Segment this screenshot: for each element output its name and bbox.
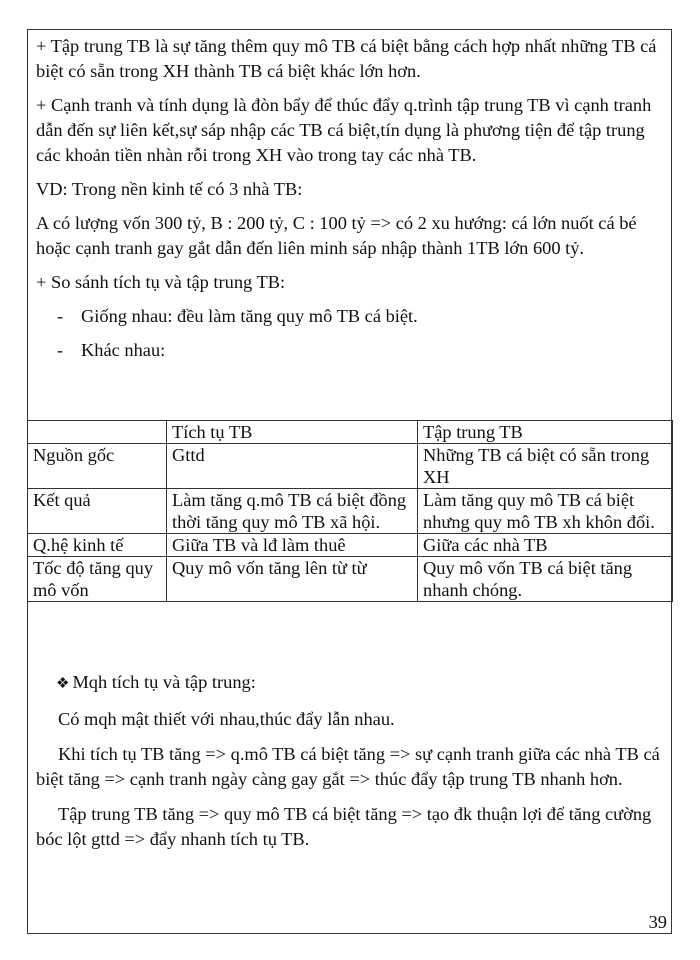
table-cell: Nguồn gốc	[28, 444, 167, 489]
page-number: 39	[648, 912, 667, 932]
table-cell: Gttd	[167, 444, 418, 489]
dash-item-similar: - Giống nhau: đều làm tăng quy mô TB cá biệt.	[57, 304, 664, 329]
table-row	[28, 557, 673, 602]
relationship-heading: ❖ Mqh tích tụ và tập trung:	[56, 672, 256, 692]
dash-bullet-icon: -	[57, 306, 64, 326]
table-cell: Tốc độ tăng quy mô vốn	[28, 557, 167, 602]
paragraph-competition-credit: + Cạnh tranh và tính dụng là đòn bẩy để thúc đẩy q.trình tập trung TB vì cạnh tranh dẫn đến sự liên kết,sự sáp nhập các TB cá biệt,tín dụng là phương tiện để tập trung các khoản tiền nhàn rỗi trong XH vào trong tay các nhà TB.	[36, 95, 652, 165]
table-row	[28, 489, 673, 534]
paragraph-accumulation-effect: Khi tích tụ TB tăng => q.mô TB cá biệt tăng => sự cạnh tranh giữa các nhà TB cá biệt tăng => cạnh tranh ngày càng gay gắt => thúc đẩy tập trung TB nhanh hơn.	[36, 744, 660, 789]
table-row	[28, 444, 673, 489]
table-cell: Q.hệ kinh tế	[28, 534, 167, 557]
paragraph-definition: + Tập trung TB là sự tăng thêm quy mô TB cá biệt bằng cách hợp nhất những TB cá biệt có sẵn trong XH thành TB cá biệt khác lớn hơn.	[36, 36, 657, 81]
table-header-cell: Tập trung TB	[418, 421, 673, 444]
paragraph-relationship: Có mqh mật thiết với nhau,thúc đẩy lẫn nhau.	[58, 709, 395, 729]
table-cell: Quy mô vốn TB cá biệt tăng nhanh chóng.	[418, 557, 673, 602]
bottom-text-block	[36, 670, 664, 862]
table-cell: Quy mô vốn tăng lên từ từ	[167, 557, 418, 602]
comparison-table	[27, 420, 673, 602]
table-cell: Những TB cá biệt có sẵn trong XH	[418, 444, 673, 489]
table-cell: Giữa TB và lđ làm thuê	[167, 534, 418, 557]
diamond-bullet-icon: ❖	[56, 676, 70, 692]
table-cell: Làm tăng q.mô TB cá biệt đồng thời tăng quy mô TB xã hội.	[167, 489, 418, 534]
page-frame	[27, 29, 672, 934]
table-header-row	[28, 421, 673, 444]
top-text-block	[36, 34, 664, 372]
table-row	[28, 534, 673, 557]
paragraph-example-intro: VD: Trong nền kinh tế có 3 nhà TB:	[36, 179, 303, 199]
dash-bullet-icon: -	[57, 340, 64, 360]
table-header-cell	[28, 421, 167, 444]
paragraph-example-detail: A có lượng vốn 300 tỷ, B : 200 tỷ, C : 100 tỷ => có 2 xu hướng: cá lớn nuốt cá bé hoặc cạnh tranh gay gắt dẫn đến liên minh sáp nhập thành 1TB lớn 600 tỷ.	[36, 213, 637, 258]
table-header-cell: Tích tụ TB	[167, 421, 418, 444]
dash-item-different: - Khác nhau:	[57, 338, 664, 363]
table-cell: Kết quả	[28, 489, 167, 534]
table-cell: Giữa các nhà TB	[418, 534, 673, 557]
table-cell: Làm tăng quy mô TB cá biệt nhưng quy mô TB xh khôn đổi.	[418, 489, 673, 534]
paragraph-concentration-effect: Tập trung TB tăng => quy mô TB cá biệt tăng => tạo đk thuận lợi để tăng cường bóc lột gttd => đẩy nhanh tích tụ TB.	[36, 804, 652, 849]
paragraph-compare-heading: + So sánh tích tụ và tập trung TB:	[36, 272, 286, 292]
